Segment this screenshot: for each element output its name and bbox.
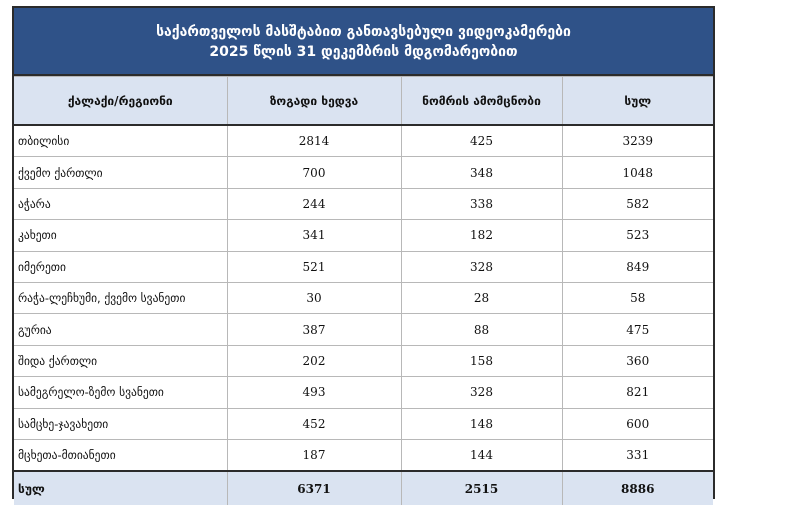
header-row (14, 77, 713, 126)
region-cell: სამეგრელო-ზემო სვანეთი (14, 377, 227, 408)
plate-recognition-cell: 28 (401, 282, 562, 313)
plate-recognition-cell: 338 (401, 188, 562, 219)
plate-recognition-cell: 158 (401, 345, 562, 376)
title-line-1: საქართველოს მასშტაბით განთავსებული ვიდეოკამერები (156, 24, 571, 40)
region-cell: რაჭა-ლეჩხუმი, ქვემო სვანეთი (14, 282, 227, 313)
table-title (14, 8, 713, 76)
plate-recognition-cell: 88 (401, 314, 562, 345)
general-view-cell: 700 (227, 157, 401, 188)
region-cell: მცხეთა-მთიანეთი (14, 439, 227, 471)
table-body (14, 125, 713, 471)
table-row (14, 377, 713, 408)
data-table (14, 76, 713, 505)
total-cell: 821 (562, 377, 713, 408)
general-view-cell: 2814 (227, 125, 401, 157)
total-sum: 8886 (562, 471, 713, 505)
column-header-plate-recognition: ნომრის ამომცნობი (401, 77, 562, 126)
plate-recognition-cell: 148 (401, 408, 562, 439)
region-cell: კახეთი (14, 220, 227, 251)
table-row (14, 157, 713, 188)
table-row (14, 345, 713, 376)
region-cell: სამცხე-ჯავახეთი (14, 408, 227, 439)
total-cell: 3239 (562, 125, 713, 157)
general-view-cell: 493 (227, 377, 401, 408)
region-cell: ქვემო ქართლი (14, 157, 227, 188)
general-view-cell: 521 (227, 251, 401, 282)
general-view-cell: 187 (227, 439, 401, 471)
region-cell: თბილისი (14, 125, 227, 157)
plate-recognition-cell: 328 (401, 251, 562, 282)
region-cell: აჭარა (14, 188, 227, 219)
total-row (14, 471, 713, 505)
table-row (14, 220, 713, 251)
table-row (14, 125, 713, 157)
total-cell: 331 (562, 439, 713, 471)
general-view-cell: 387 (227, 314, 401, 345)
total-label: სულ (14, 471, 227, 505)
column-header-total: სულ (562, 77, 713, 126)
general-view-cell: 452 (227, 408, 401, 439)
total-cell: 58 (562, 282, 713, 313)
plate-recognition-cell: 425 (401, 125, 562, 157)
total-cell: 360 (562, 345, 713, 376)
total-general-view: 6371 (227, 471, 401, 505)
region-cell: იმერეთი (14, 251, 227, 282)
plate-recognition-cell: 348 (401, 157, 562, 188)
table-row (14, 314, 713, 345)
total-cell: 523 (562, 220, 713, 251)
total-cell: 849 (562, 251, 713, 282)
table-row (14, 439, 713, 471)
table-row (14, 408, 713, 439)
region-cell: გურია (14, 314, 227, 345)
title-line-2: 2025 წლის 31 დეკემბრის მდგომარეობით (209, 44, 518, 60)
total-cell: 1048 (562, 157, 713, 188)
general-view-cell: 341 (227, 220, 401, 251)
general-view-cell: 30 (227, 282, 401, 313)
column-header-general-view: ზოგადი ხედვა (227, 77, 401, 126)
column-header-region: ქალაქი/რეგიონი (14, 77, 227, 126)
total-plate-recognition: 2515 (401, 471, 562, 505)
total-cell: 600 (562, 408, 713, 439)
region-cell: შიდა ქართლი (14, 345, 227, 376)
total-cell: 582 (562, 188, 713, 219)
general-view-cell: 202 (227, 345, 401, 376)
total-cell: 475 (562, 314, 713, 345)
table-row (14, 251, 713, 282)
general-view-cell: 244 (227, 188, 401, 219)
plate-recognition-cell: 328 (401, 377, 562, 408)
camera-stats-table (12, 6, 715, 499)
table-row (14, 282, 713, 313)
plate-recognition-cell: 144 (401, 439, 562, 471)
table-row (14, 188, 713, 219)
plate-recognition-cell: 182 (401, 220, 562, 251)
